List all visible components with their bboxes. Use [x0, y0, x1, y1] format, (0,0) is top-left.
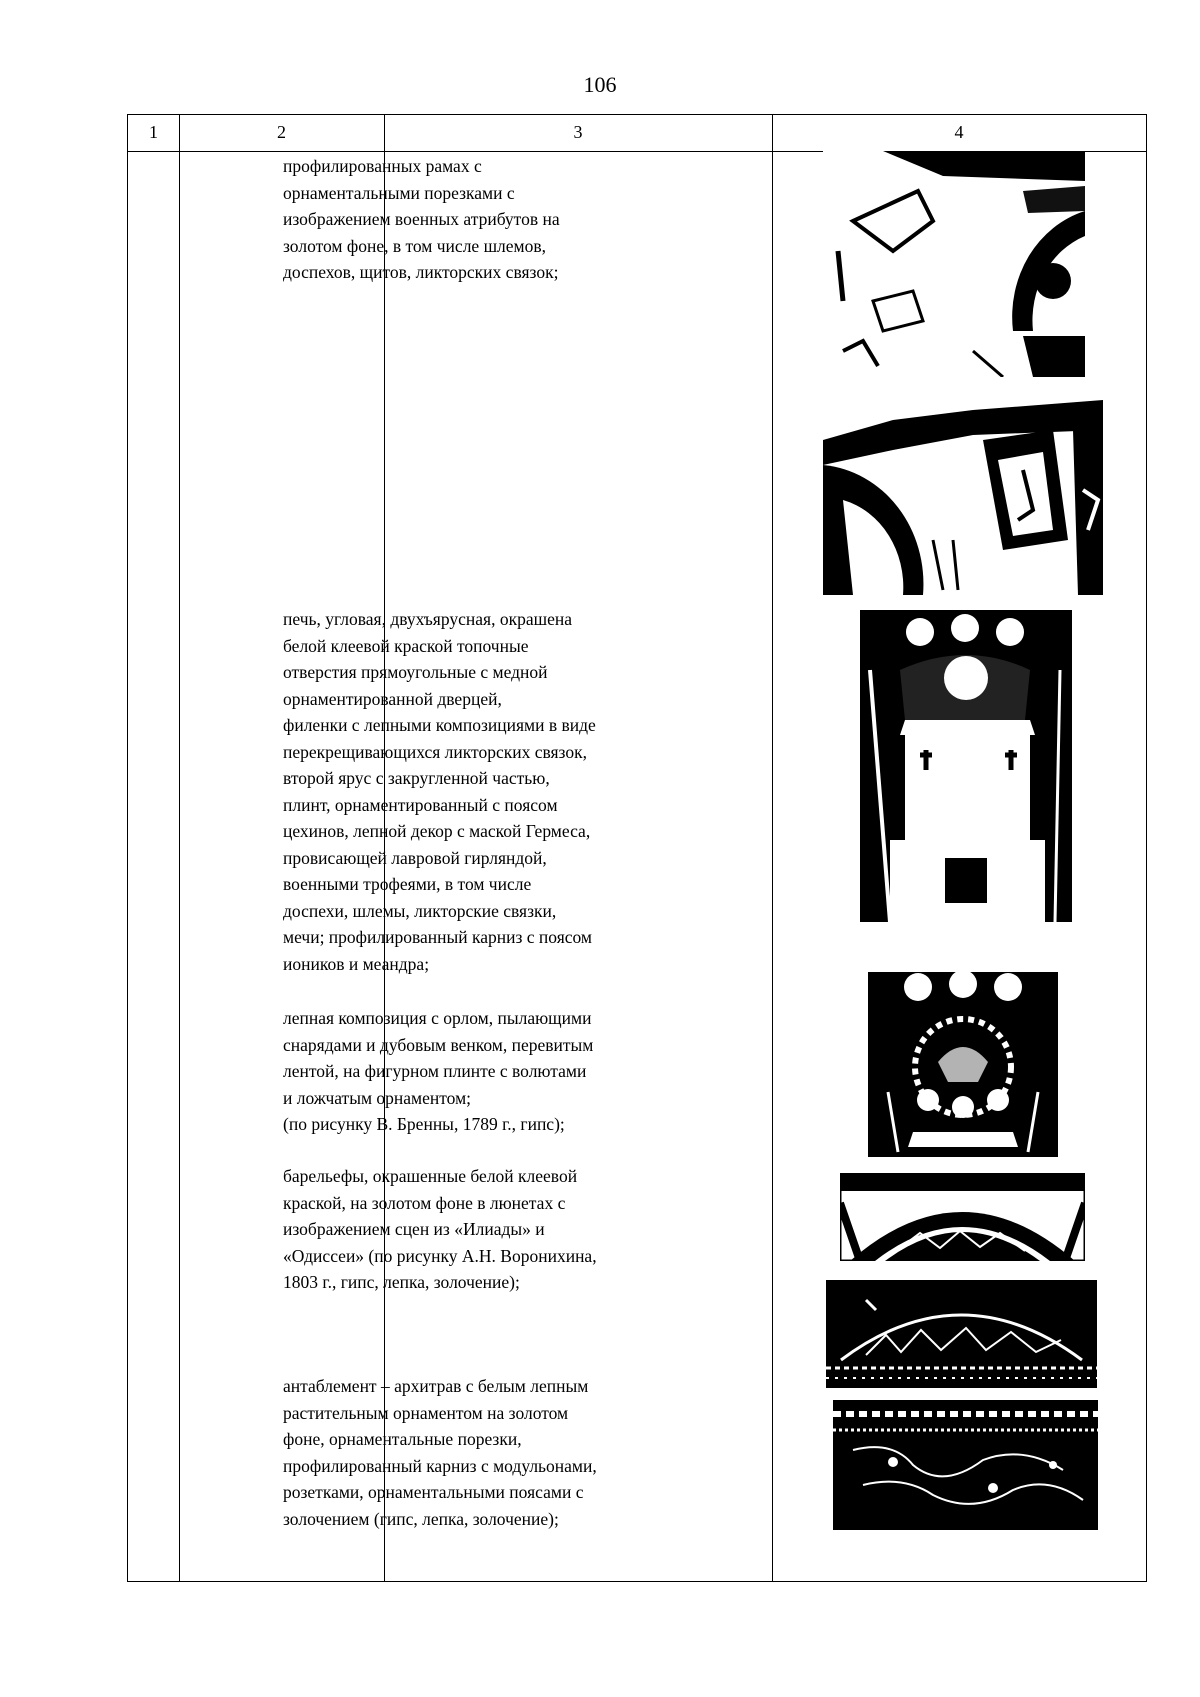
description-line: второй ярус с закругленной частью, [283, 768, 550, 788]
description-line: краской, на золотом фоне в люнетах с [283, 1192, 566, 1213]
photo-bas-relief-lunette-2 [826, 1280, 1097, 1388]
description-entry-5 [283, 1373, 653, 1532]
description-entry-4 [283, 1163, 653, 1296]
description-line: профилированный карниз с модульонами, [283, 1455, 597, 1476]
description-line: печь, угловая, двухъярусная, окрашена [283, 609, 572, 629]
description-line: изображением сцен из «Илиады» и [283, 1219, 545, 1239]
description-line: лентой, на фигурном плинте с волютами [283, 1061, 587, 1081]
description-line: розетками, орнаментальными поясами с [283, 1482, 584, 1502]
description-entry-1 [283, 153, 653, 286]
description-line: растительным орнаментом на золотом [283, 1402, 569, 1423]
description-line: иоников и меандра; [283, 953, 430, 974]
description-line: военными трофеями, в том числе [283, 874, 532, 894]
description-line: белой клеевой краской топочные [283, 635, 529, 656]
column-divider [179, 115, 180, 1581]
description-line: изображением военных атрибутов на [283, 209, 560, 229]
header-col-4: 4 [954, 122, 964, 142]
description-line: плинт, орнаментированный с поясом [283, 794, 558, 815]
description-line: профилированных рамах с [283, 156, 482, 176]
description-line: «Одиссеи» (по рисунку А.Н. Воронихина, [283, 1245, 597, 1266]
photo-corner-stove [860, 610, 1072, 922]
photo-bas-relief-lunette-1 [840, 1173, 1085, 1261]
description-line: провисающей лавровой гирляндой, [283, 847, 547, 868]
description-line: золочением (гипс, лепка, золочение); [283, 1508, 559, 1529]
header-col-2: 2 [277, 122, 286, 142]
description-line: фоне, орнаментальные порезки, [283, 1429, 522, 1449]
description-line: мечи; профилированный карниз с поясом [283, 927, 593, 947]
description-line: золотом фоне, в том числе шлемов, [283, 235, 547, 256]
photo-entablature [833, 1400, 1098, 1530]
description-line: доспехи, шлемы, ликторские связки, [283, 900, 557, 921]
description-line: антаблемент – архитрав с белым лепным [283, 1376, 589, 1396]
description-line: (по рисунку В. Бренны, 1789 г., гипс); [283, 1114, 565, 1134]
description-line: доспехов, щитов, ликторских связок; [283, 262, 559, 282]
photo-ceiling-frame-upper [823, 151, 1085, 377]
description-entry-2 [283, 606, 653, 977]
description-line: филенки с лепными композициями в виде [283, 715, 596, 735]
table-header-row [128, 115, 1146, 152]
description-line: снарядами и дубовым венком, перевитым [283, 1034, 594, 1055]
description-line: орнаментальными порезками с [283, 182, 515, 203]
page-number: 106 [583, 72, 617, 97]
description-line: 1803 г., гипс, лепка, золочение); [283, 1272, 520, 1292]
photo-ceiling-frame-lower [823, 390, 1103, 595]
description-line: перекрещивающихся ликторских связок, [283, 741, 587, 762]
description-line: лепная композиция с орлом, пылающими [283, 1008, 592, 1028]
description-line: и ложчатым орнаментом; [283, 1087, 472, 1108]
description-line: отверстия прямоугольные с медной [283, 662, 548, 682]
photo-eagle-composition [868, 972, 1058, 1157]
description-line: орнаментированной дверцей, [283, 688, 502, 709]
column-divider [772, 115, 773, 1581]
description-entry-3 [283, 1005, 653, 1138]
description-line: цехинов, лепной декор с маской Гермеса, [283, 821, 591, 841]
description-line: барельефы, окрашенные белой клеевой [283, 1166, 578, 1186]
header-col-3: 3 [573, 122, 583, 142]
header-col-1: 1 [149, 122, 158, 142]
